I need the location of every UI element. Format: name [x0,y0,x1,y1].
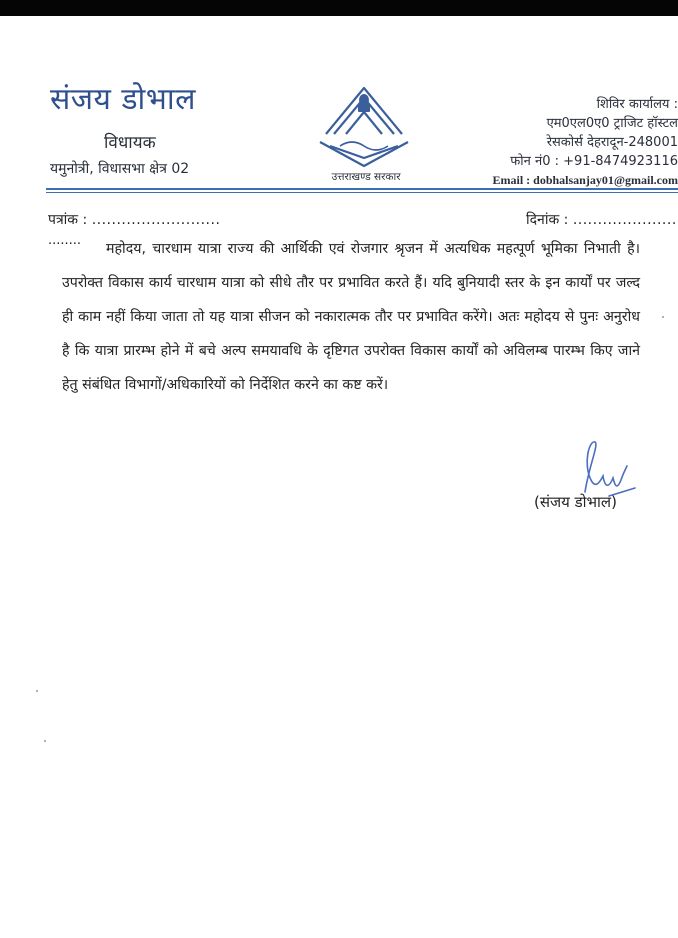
date-label: दिनांक : [526,212,569,228]
address-line-2: रेसकोर्स देहरादून-248001 [546,135,678,150]
address-line-1: एम0एल0ए0 ट्राजिट हॉस्टल [546,116,678,131]
scan-speck [662,316,664,318]
letterhead-divider-thin [46,192,678,193]
leading-dots: ........ [48,233,82,248]
sender-name: संजय डोभाल [50,82,196,117]
signatory-name: (संजय डोभाल) [534,493,617,511]
letterhead-divider [46,188,678,190]
sender-designation: विधायक [104,133,156,153]
top-dark-band [0,0,678,16]
date-value: ..................... [572,212,677,228]
reference-label: पत्रांक : [48,212,88,228]
office-title: शिविर कार्यालय : [596,97,678,112]
scan-speck [36,690,38,692]
scan-speck [44,740,46,742]
sender-constituency: यमुनोत्री, विधासभा क्षेत्र 02 [50,161,190,177]
reference-value: .......................... [91,212,221,228]
letter-body-paragraph: महोदय, चारधाम यात्रा राज्य की आर्थिकी एवं रोजगार श्रृजन में अत्यधिक महत्पूर्ण भूमिका निभाती है। उपरोक्त विकास कार्य चारधाम यात्रा को सीधे तौर पर प्रभावित करते हैं। यदि बुनियादी स्तर के इन कार्यों पर जल्द ही काम नहीं किया जाता तो यह यात्रा सीजन को नकारात्मक तौर पर प्रभावित करेंगे। अतः महोदय से पुनः अनुरोध है कि यात्रा प्रारम्भ होने में बचे अल्प समयावधि के दृष्टिगत उपरोक्त विकास कार्यों को अविलम्ब पारम्भ किए जाने हेतु संबंधित विभागों/अधिकारियों को निर्देशित करने का कष्ट करें। [62,241,640,393]
email-address: Email : dobhalsanjay01@gmail.com [492,173,678,187]
phone-number: फोन नं0 : +91-8474923116 [510,154,678,169]
office-address-block [443,95,678,190]
state-emblem-icon [316,84,412,174]
emblem-caption: उत्तराखण्ड सरकार [331,171,401,183]
